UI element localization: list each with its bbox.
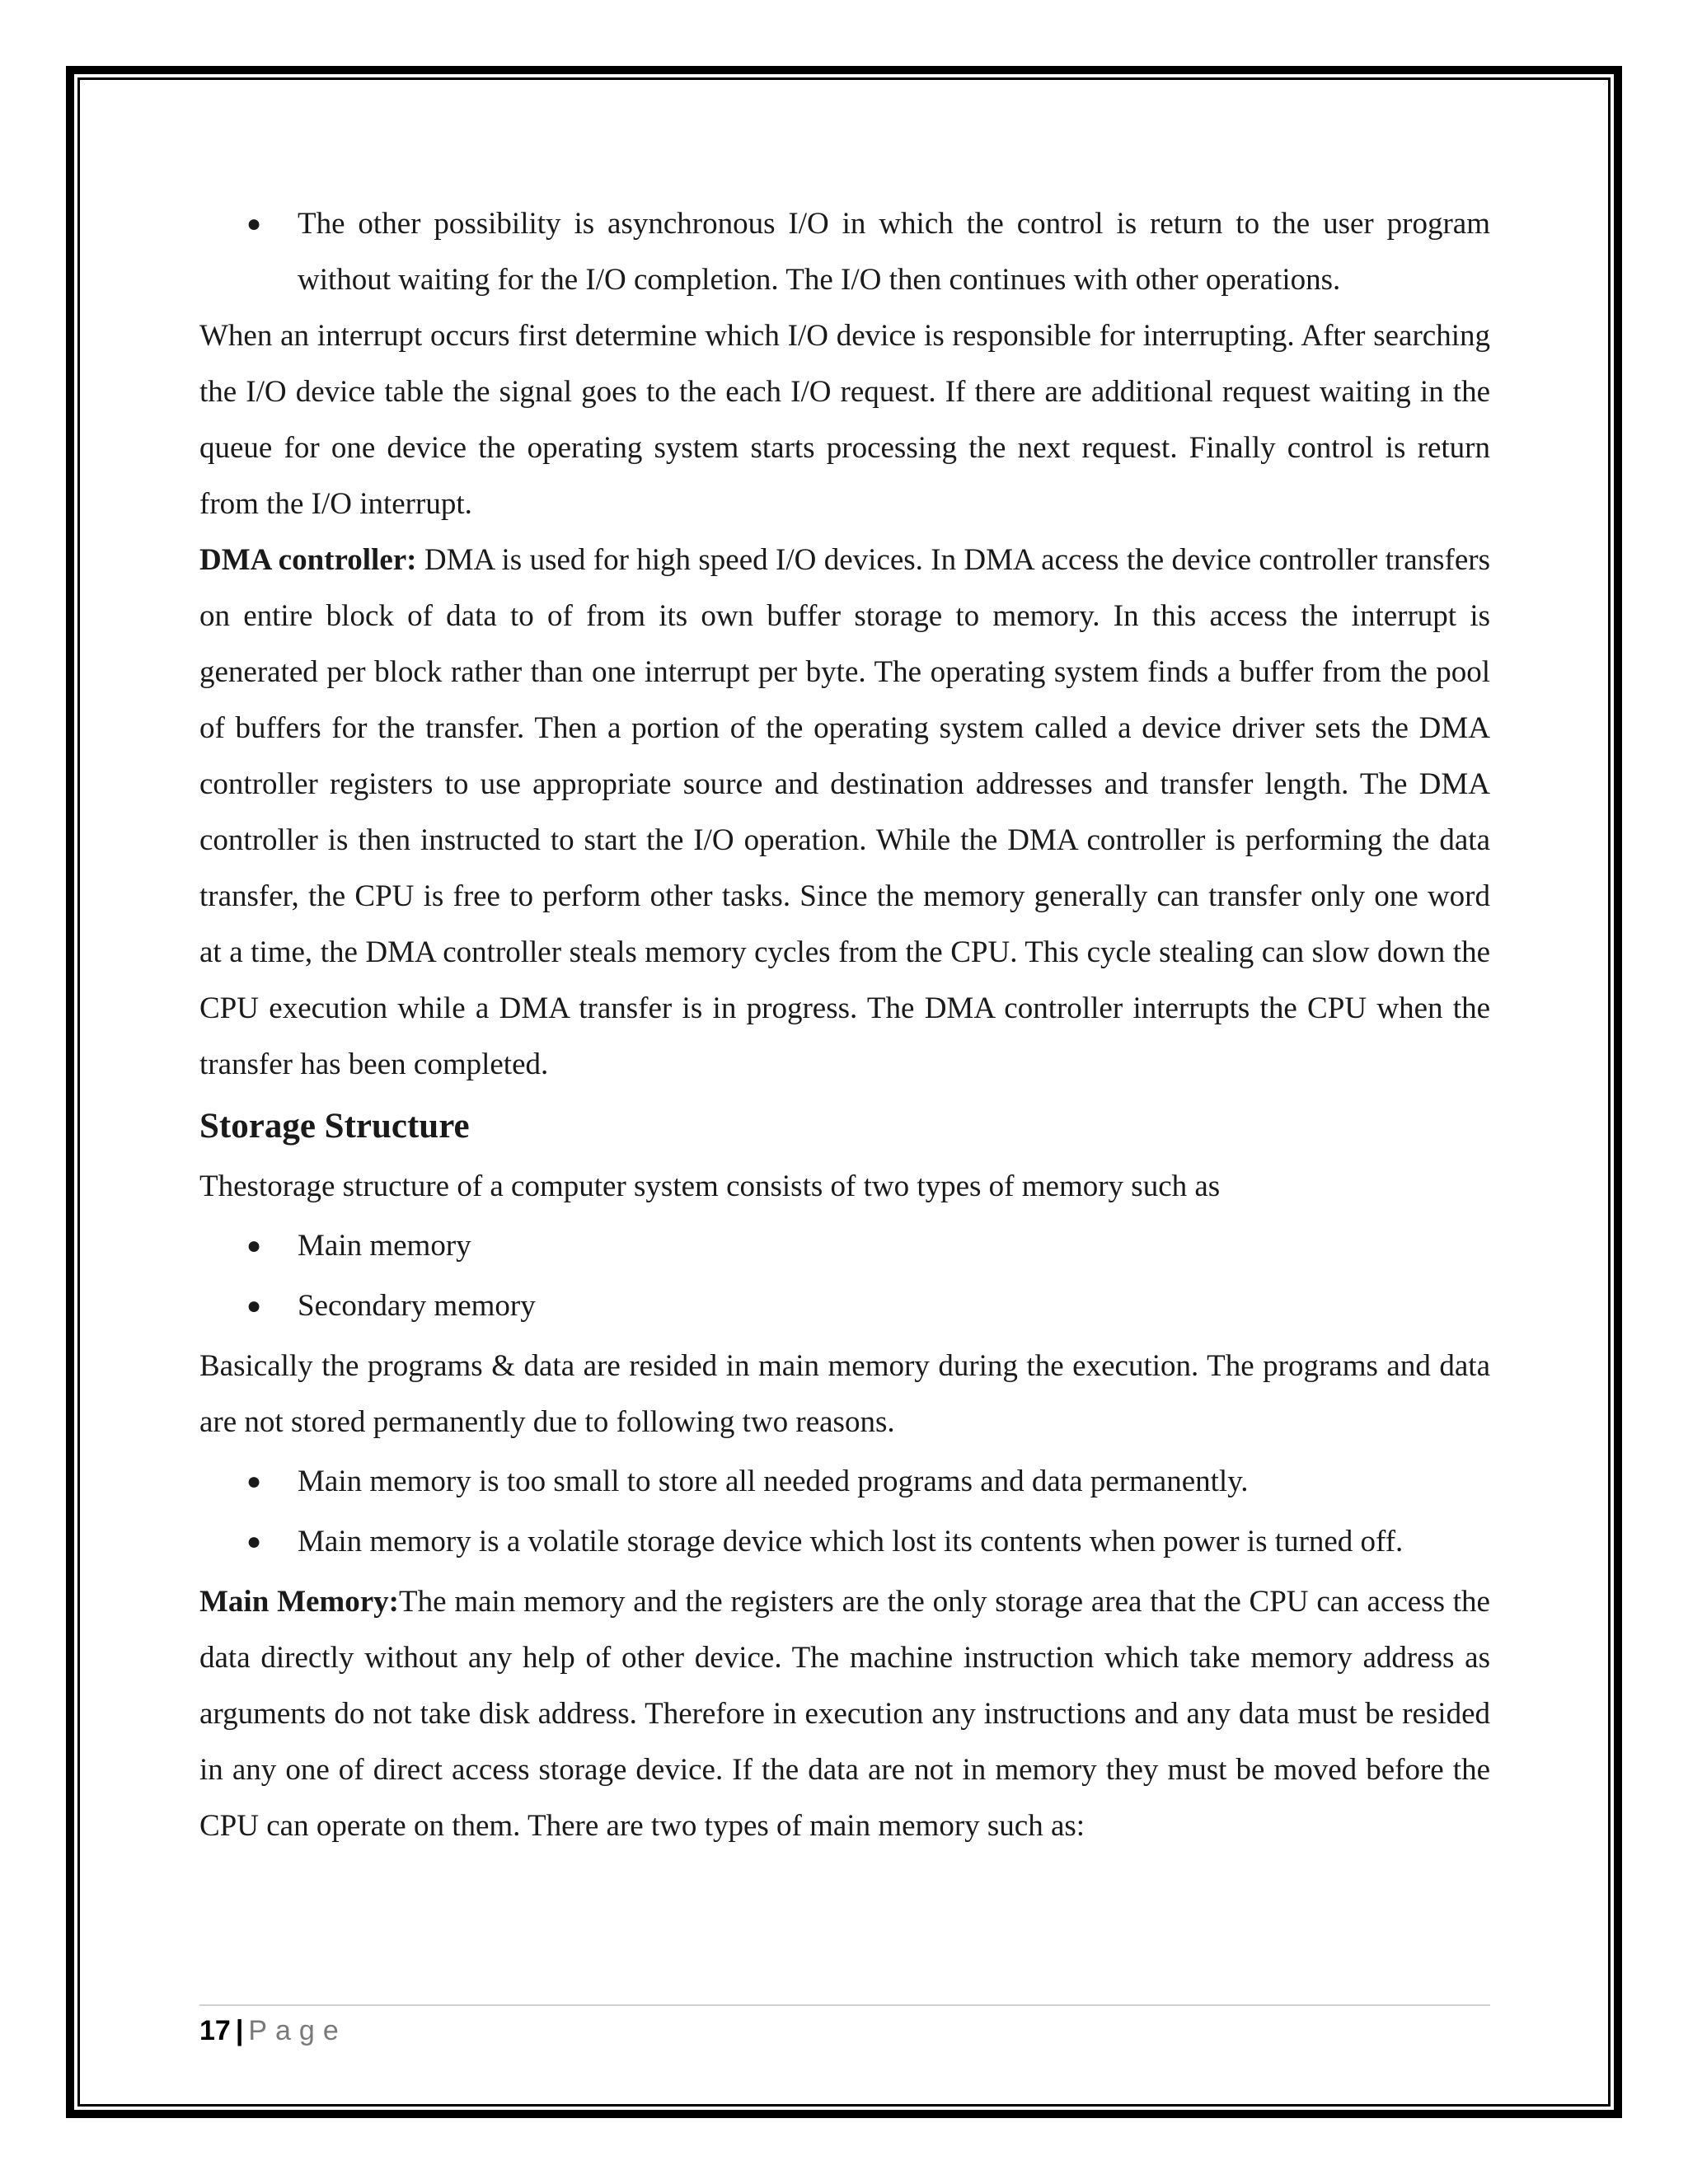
list-item-text: Main memory is too small to store all needed programs and data permanently. [298, 1465, 1249, 1498]
main-memory-label: Main Memory: [199, 1585, 399, 1619]
list-item-text: The other possibility is asynchronous I/O in which the control is return to the user program without waiting for the I/O completion. The I/O then continues with other operations. [298, 207, 1490, 297]
bullet-icon: ● [246, 1528, 262, 1555]
list-item-text: Main memory [298, 1229, 471, 1263]
bullet-icon: ● [246, 1468, 262, 1495]
bullet-icon: ● [246, 210, 262, 237]
async-io-bullet-list [199, 196, 1490, 308]
list-item [199, 1278, 1490, 1334]
storage-structure-heading: Storage Structure [199, 1107, 470, 1146]
interrupt-paragraph: When an interrupt occurs first determine which I/O device is responsible for interrupting. After searching the I/O device table the signal goes to the each I/O request. If there are additional request waiting in the queue for one device the operating system starts processing the next request. Finally control is return from the I/O interrupt. [199, 319, 1490, 521]
list-item-text: Secondary memory [298, 1289, 536, 1323]
bullet-icon: ● [246, 1232, 262, 1259]
page-content [199, 196, 1490, 1854]
storage-paragraph: Basically the programs & data are resided in main memory during the execution. The programs and data are not stored permanently due to following two reasons. [199, 1349, 1490, 1439]
footer-separator: | [235, 2015, 244, 2046]
list-item [199, 196, 1490, 308]
main-memory-paragraph [199, 1574, 1490, 1854]
list-item [199, 1454, 1490, 1510]
dma-text: DMA is used for high speed I/O devices. In DMA access the device controller transfers on entire block of data to of from its own buffer storage to memory. In this access the interrupt is generated per block rather than one interrupt per byte. The operating system finds a buffer from the pool of buffers for the transfer. Then a portion of the operating system called a device driver sets the DMA controller registers to use appropriate source and destination addresses and transfer length. The DMA controller is then instructed to start the I/O operation. While the DMA controller is performing the data transfer, the CPU is free to perform other tasks. Since the memory generally can transfer only one word at a time, the DMA controller steals memory cycles from the CPU. This cycle stealing can slow down the CPU execution while a DMA transfer is in progress. The DMA controller interrupts the CPU when the transfer has been completed. [199, 543, 1490, 1081]
bullet-icon: ● [246, 1292, 262, 1319]
main-memory-text: The main memory and the registers are the only storage area that the CPU can access the data directly without any help of other device. The machine instruction which take memory address as arguments do not take disk address. Therefore in execution any instructions and any data must be resided in any one of direct access storage device. If the data are not in memory they must be moved before the CPU can operate on them. There are two types of main memory such as: [199, 1585, 1490, 1843]
footer-divider [199, 2004, 1490, 2006]
list-item [199, 1218, 1490, 1274]
memory-types-list [199, 1218, 1490, 1334]
page-number: 17 [199, 2015, 231, 2046]
list-item-text: Main memory is a volatile storage device which lost its contents when power is turned off. [298, 1525, 1404, 1558]
storage-intro-paragraph: Thestorage structure of a computer system consists of two types of memory such as [199, 1169, 1221, 1203]
dma-label: DMA controller: [199, 543, 417, 577]
list-item [199, 1514, 1490, 1570]
page-label: Page [248, 2015, 347, 2046]
dma-paragraph [199, 532, 1490, 1093]
reasons-list [199, 1454, 1490, 1570]
page-footer [199, 2011, 347, 2050]
